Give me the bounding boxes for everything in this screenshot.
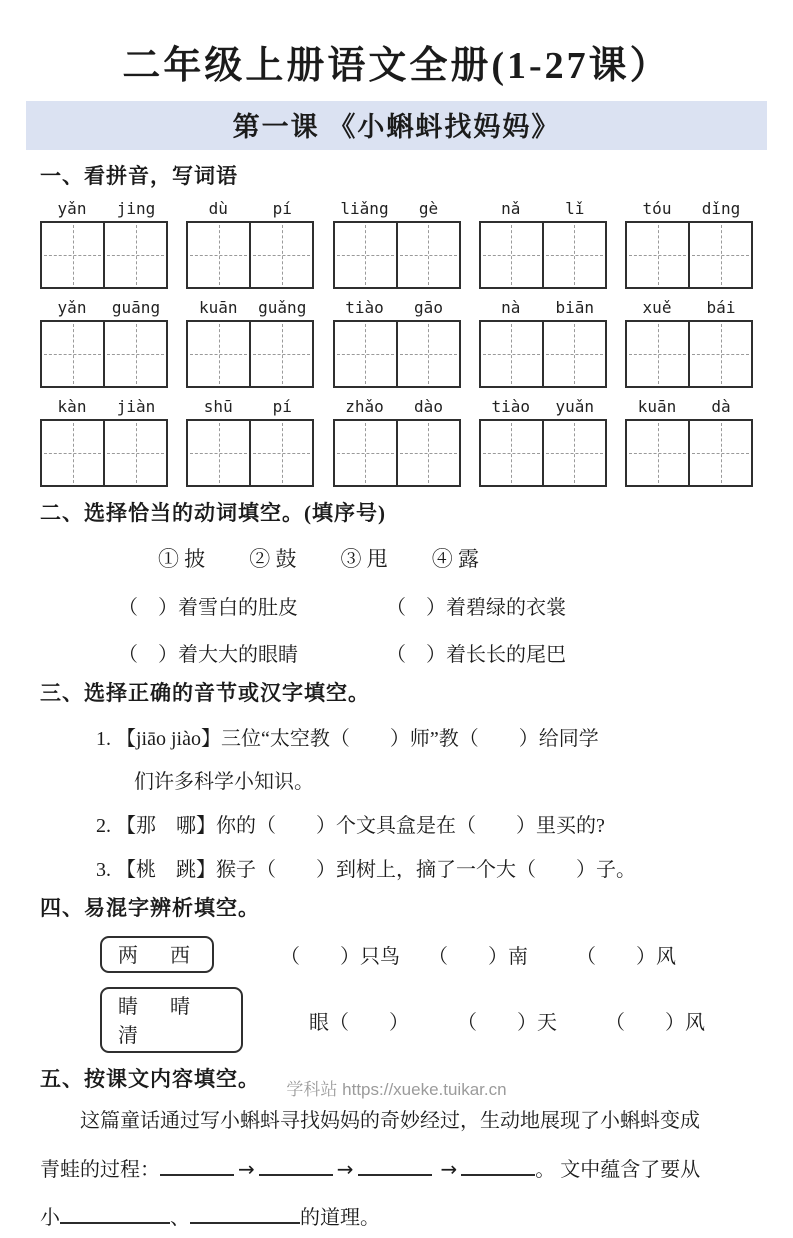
fill-blank (60, 1204, 170, 1224)
confusable-row-2 (100, 987, 753, 1053)
pinyin-syllable: kàn (57, 397, 87, 416)
writing-box (335, 322, 396, 386)
writing-box (627, 223, 688, 287)
passage-line-2 (40, 1149, 753, 1190)
writing-box (103, 223, 166, 287)
passage-line-3 (40, 1198, 753, 1238)
pinyin-word-group (479, 395, 607, 487)
confusable-blank: （ ）天 (457, 1011, 557, 1034)
writing-box (396, 322, 459, 386)
pinyin-syllable: tóu (642, 199, 672, 218)
passage-text: 的道理。 (300, 1207, 380, 1229)
pinyin-syllable: nǎ (501, 199, 521, 218)
section-5-heading: 五、按课文内容填空。 (40, 1067, 260, 1091)
pinyin-syllable: nà (501, 298, 521, 317)
pinyin-syllable: tiào (345, 298, 384, 317)
verb-blank-phrase: （ ）着大大的眼睛 (118, 644, 298, 666)
phonics-item-2 (96, 809, 753, 838)
writing-box (249, 223, 312, 287)
pinyin-syllable: dào (414, 397, 443, 416)
pinyin-syllable: dǐng (701, 199, 741, 218)
passage-text: 、 (170, 1207, 190, 1229)
confusable-blank: （ ）风 (605, 1011, 705, 1034)
item-text: 【桃 跳】猴子（ ）到树上，摘了一个大（ ）子。 (116, 859, 636, 881)
writing-box (481, 223, 542, 287)
section-3-heading: 三、选择正确的音节或汉字填空。 (40, 681, 370, 705)
writing-box (249, 421, 312, 485)
pinyin-word-group (40, 197, 168, 289)
verb-option: ② 鼓 (249, 547, 297, 571)
verb-option: ① 披 (158, 547, 206, 571)
writing-box (103, 421, 166, 485)
writing-box (688, 322, 751, 386)
fill-blank (190, 1204, 300, 1224)
writing-box (627, 322, 688, 386)
writing-box (188, 322, 249, 386)
verb-option: ④ 露 (431, 547, 479, 571)
writing-box (396, 421, 459, 485)
pinyin-syllable: yǎn (57, 298, 87, 317)
section-4-heading: 四、易混字辨析填空。 (40, 896, 260, 920)
arrow-glyph: → (238, 1157, 255, 1181)
pinyin-row-3 (40, 395, 753, 487)
passage-text: 。 文中蕴含了要从 (535, 1159, 701, 1181)
item-text: 【jiāo jiào】三位“太空教（ ）师”教（ ）给同学 (116, 728, 599, 750)
writing-box (42, 421, 103, 485)
writing-box (335, 421, 396, 485)
item-text: 【那 哪】你的（ ）个文具盒是在（ ）里买的? (116, 815, 605, 837)
pinyin-syllable: jing (116, 199, 156, 218)
writing-box (688, 223, 751, 287)
passage-text: 青蛙的过程： (40, 1159, 160, 1181)
item-number: 3. (96, 859, 111, 881)
writing-box (396, 223, 459, 287)
item-text-continued: 们许多科学小知识。 (134, 771, 314, 793)
verb-options (158, 543, 753, 573)
pinyin-word-group (333, 395, 461, 487)
fill-blank (461, 1156, 535, 1176)
pinyin-syllable: pí (272, 199, 292, 218)
writing-box (481, 322, 542, 386)
pinyin-syllable: guāng (111, 298, 161, 317)
pinyin-syllable: xuě (642, 298, 672, 317)
pinyin-syllable: tiào (491, 397, 531, 416)
site-watermark: 学科站 https://xueke.tuikar.cn (286, 1080, 507, 1099)
pinyin-word-group (479, 197, 607, 289)
character-choices-box: 睛 晴 清 (100, 987, 243, 1053)
item-number: 2. (96, 815, 111, 837)
pinyin-word-group (625, 197, 753, 289)
writing-box (249, 322, 312, 386)
writing-box (188, 223, 249, 287)
phonics-item-3 (96, 853, 753, 882)
passage-text: 小 (40, 1207, 60, 1229)
pinyin-row-2 (40, 296, 753, 388)
arrow-glyph: → (336, 1157, 354, 1181)
item-number: 1. (96, 728, 111, 750)
pinyin-syllable: shū (203, 397, 233, 416)
pinyin-syllable: yuǎn (555, 397, 595, 416)
writing-box (42, 223, 103, 287)
confusable-blanks (309, 1006, 753, 1035)
pinyin-syllable: yǎn (57, 199, 87, 218)
confusable-blank: （ ）风 (576, 946, 676, 968)
pinyin-syllable: liǎng (340, 199, 389, 218)
writing-box (335, 223, 396, 287)
pinyin-syllable: dù (208, 199, 228, 218)
character-choices-box: 两 西 (100, 936, 214, 973)
writing-box (481, 421, 542, 485)
confusable-blanks (280, 940, 724, 969)
pinyin-syllable: lǐ (565, 199, 585, 218)
verb-fill-line (118, 591, 753, 620)
confusable-row-1 (100, 936, 753, 973)
pinyin-syllable: guǎng (258, 298, 307, 317)
fill-blank (358, 1156, 432, 1176)
page-title: 二年级上册语文全册(1-27课） (122, 45, 671, 87)
fill-blank (160, 1156, 234, 1176)
verb-blank-phrase: （ ）着碧绿的衣裳 (386, 597, 566, 619)
verb-blank-phrase: （ ）着长长的尾巴 (386, 644, 566, 666)
writing-box (627, 421, 688, 485)
pinyin-syllable: jiàn (116, 397, 156, 416)
writing-box (542, 223, 605, 287)
section-1-heading: 一、看拼音，写词语 (40, 164, 238, 188)
writing-box (542, 322, 605, 386)
pinyin-word-group (186, 197, 314, 289)
writing-box (42, 322, 103, 386)
pinyin-word-group (40, 296, 168, 388)
pinyin-word-group (333, 296, 461, 388)
lesson-banner: 第一课 《小蝌蚪找妈妈》 (26, 101, 767, 150)
writing-box (542, 421, 605, 485)
pinyin-syllable: gè (418, 199, 439, 218)
pinyin-word-group (40, 395, 168, 487)
pinyin-syllable: pí (272, 397, 292, 416)
passage-line-1: 这篇童话通过写小蝌蚪寻找妈妈的奇妙经过，生动地展现了小蝌蚪变成 (80, 1110, 700, 1132)
pinyin-syllable: biān (555, 298, 595, 317)
pinyin-word-group (186, 395, 314, 487)
pinyin-word-group (625, 395, 753, 487)
pinyin-syllable: kuān (198, 298, 238, 317)
verb-fill-line (118, 638, 753, 667)
confusable-blank: 眼（ ） (309, 1011, 409, 1034)
pinyin-syllable: bái (706, 298, 736, 317)
pinyin-syllable: dà (711, 397, 731, 416)
verb-option: ③ 甩 (340, 547, 388, 571)
section-2-heading: 二、选择恰当的动词填空。(填序号) (40, 501, 386, 525)
pinyin-word-group (625, 296, 753, 388)
confusable-blank: （ ）只鸟 (280, 946, 400, 968)
writing-box (188, 421, 249, 485)
arrow-glyph: → (440, 1157, 458, 1181)
writing-box (688, 421, 751, 485)
pinyin-syllable: gāo (414, 298, 443, 317)
pinyin-word-group (479, 296, 607, 388)
fill-blank (259, 1156, 333, 1176)
confusable-blank: （ ）南 (428, 946, 528, 968)
pinyin-syllable: zhǎo (345, 397, 384, 416)
pinyin-word-group (333, 197, 461, 289)
verb-blank-phrase: （ ）着雪白的肚皮 (118, 597, 298, 619)
pinyin-row-1 (40, 197, 753, 289)
pinyin-word-group (186, 296, 314, 388)
writing-box (103, 322, 166, 386)
phonics-item-1 (96, 722, 753, 794)
pinyin-syllable: kuān (637, 397, 677, 416)
